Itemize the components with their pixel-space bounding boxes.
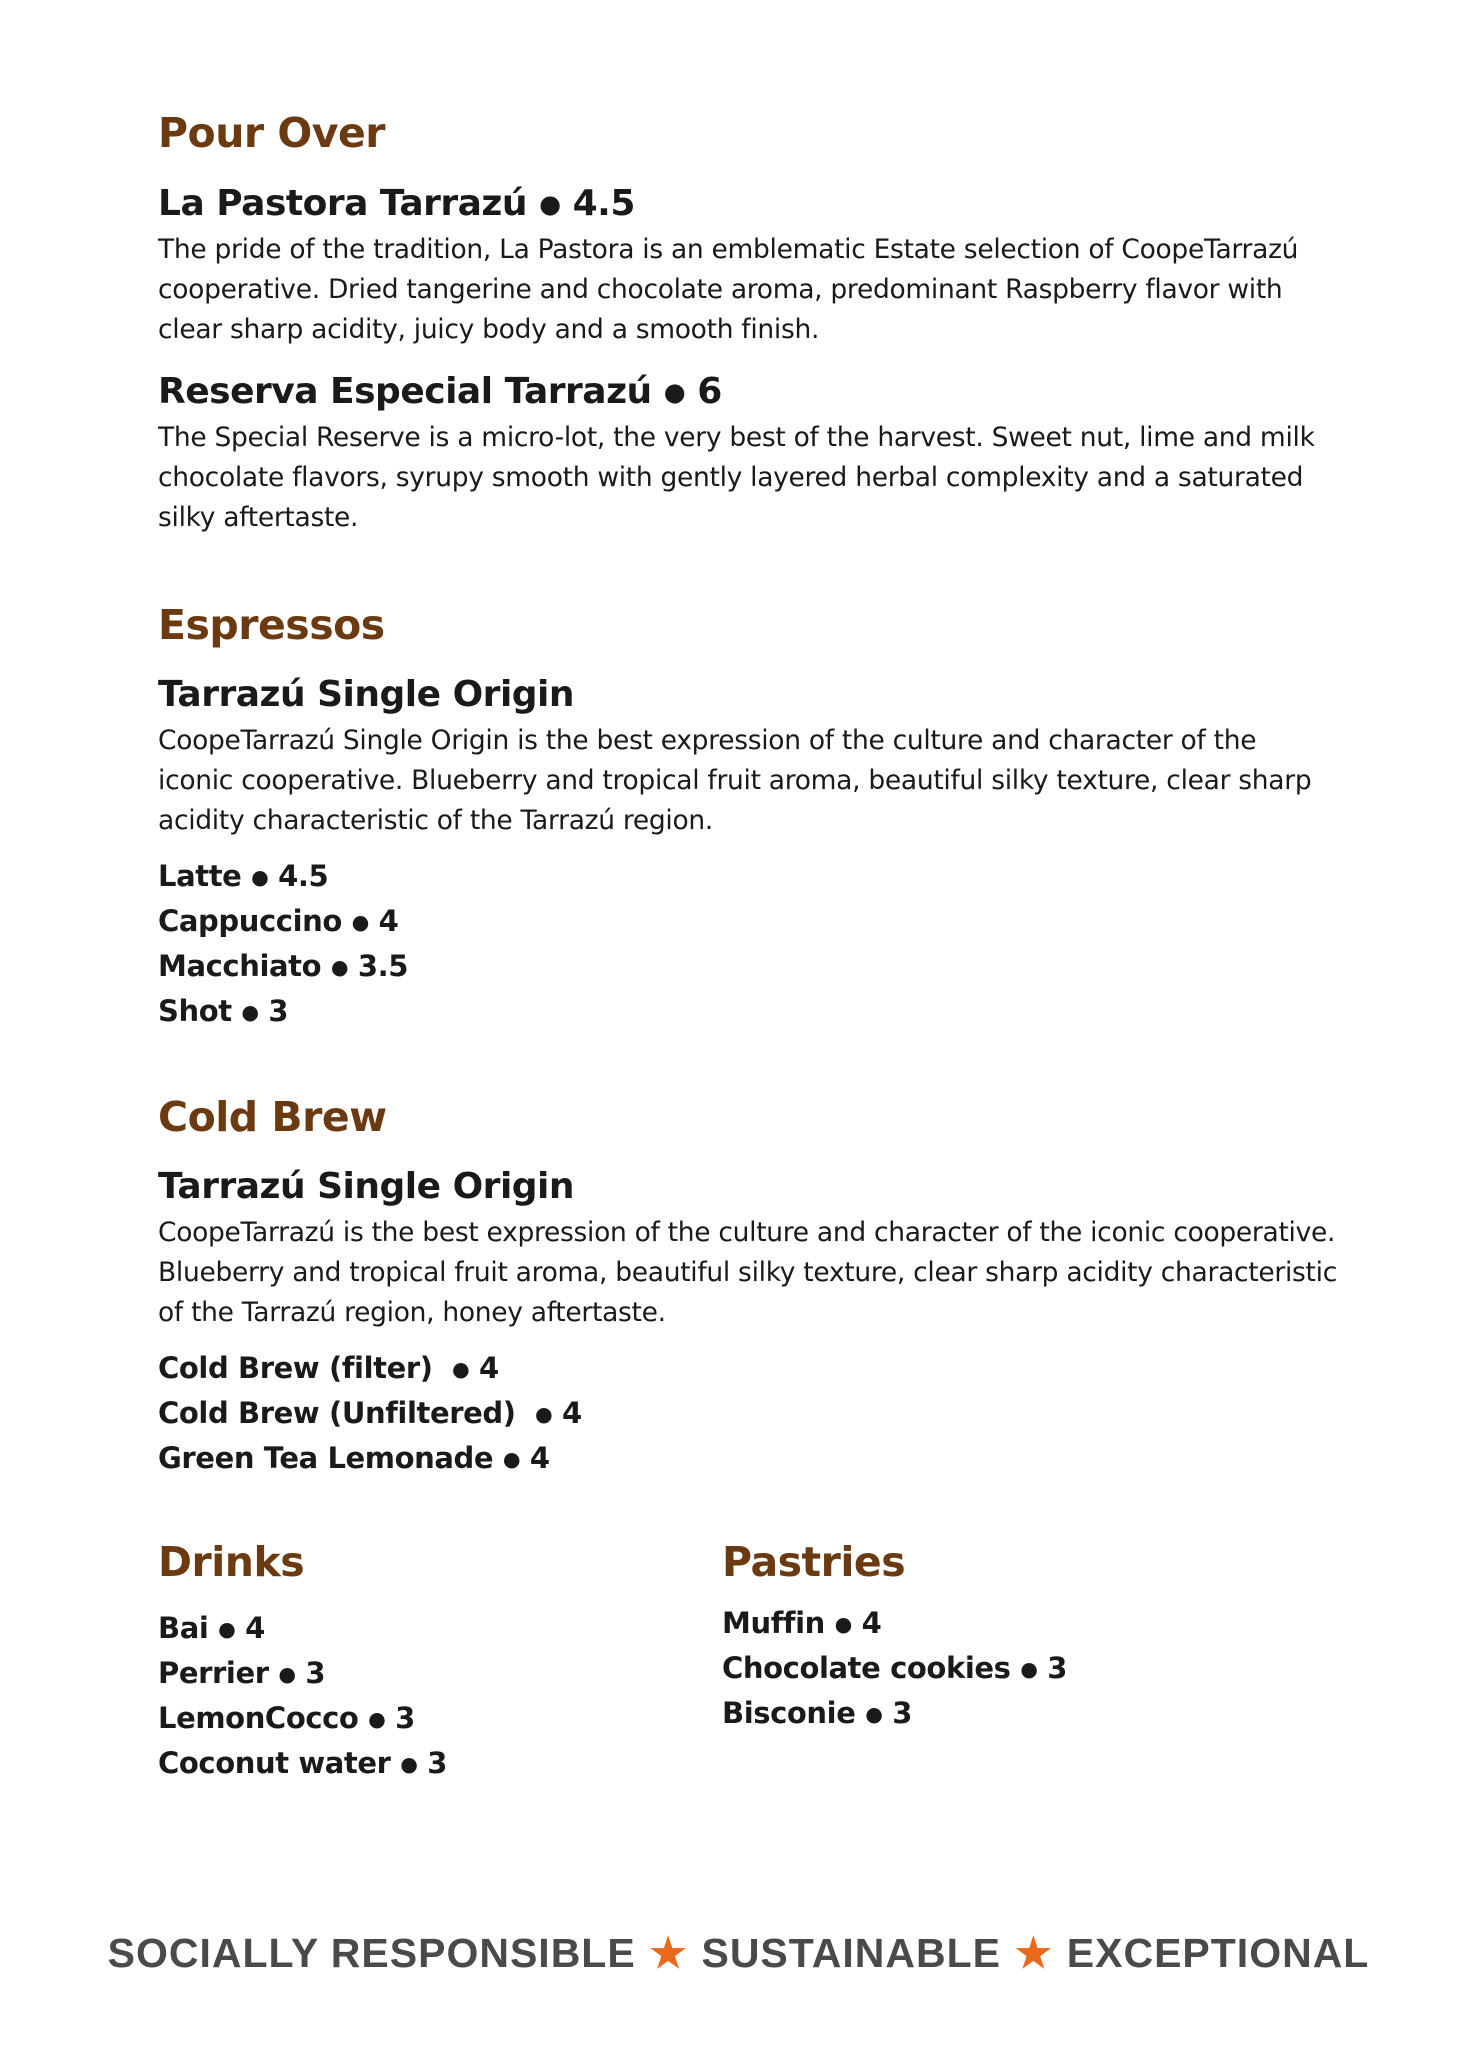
section-title-pour-over: Pour Over	[158, 109, 386, 157]
footer-tagline	[0, 1925, 1477, 1981]
tagline-part: SOCIALLY RESPONSIBLE	[107, 1930, 636, 1976]
bullet-icon: ●	[330, 954, 349, 979]
list-item: Muffin ● 4	[722, 1606, 882, 1640]
item-price: 4.5	[572, 183, 635, 224]
section-title-drinks: Drinks	[158, 1538, 305, 1586]
espresso-items-list	[158, 854, 408, 1034]
bullet-icon: ●	[251, 864, 269, 889]
cold-brew-items-list	[158, 1346, 582, 1481]
list-item: Perrier ● 3	[158, 1655, 326, 1690]
bullet-icon: ●	[218, 1616, 236, 1641]
list-item: Latte ● 4.5	[158, 859, 329, 893]
list-item: Cold Brew (filter) ● 4	[158, 1351, 499, 1385]
section-title-espressos: Espressos	[158, 601, 385, 649]
bullet-icon: ●	[351, 909, 369, 934]
bullet-icon: ●	[502, 1446, 521, 1471]
list-item: Bai ● 4	[158, 1611, 265, 1645]
item-name: Reserva Especial Tarrazú	[158, 371, 652, 412]
item-description-reserva-especial: The Special Reserve is a micro-lot, the very best of the harvest. Sweet nut, lime and milk chocolate flavors, syrupy smooth with gently layered herbal complexity and a saturated silky aftertaste.	[158, 422, 1315, 533]
bullet-icon: ●	[834, 1611, 852, 1636]
bullet-icon: ●	[1020, 1656, 1038, 1681]
bullet-icon: ●	[535, 1401, 553, 1426]
item-description-la-pastora: The pride of the tradition, La Pastora is an emblematic Estate selection of CoopeTarrazú cooperative. Dried tangerine and chocolate aroma, predominant Raspberry flavor with clear sharp acidity, juicy body and a smooth finish.	[158, 234, 1299, 345]
list-item: Coconut water ● 3	[158, 1745, 448, 1780]
section-title-pastries: Pastries	[722, 1538, 906, 1586]
origin-description-cold-brew: CoopeTarrazú is the best expression of the culture and character of the iconic cooperative. Blueberry and tropical fruit aroma, beautiful silky texture, clear sharp acidity characteristic of the Tarrazú region, honey aftertaste.	[158, 1217, 1337, 1328]
star-icon: ★	[649, 1930, 688, 1976]
pastries-items-list	[722, 1601, 1067, 1736]
list-item: Cold Brew (Unfiltered) ● 4	[158, 1395, 582, 1430]
bullet-icon: ●	[368, 1706, 386, 1731]
item-name: La Pastora Tarrazú	[158, 183, 528, 224]
origin-heading-espressos: Tarrazú Single Origin	[158, 674, 575, 715]
tagline-part: EXCEPTIONAL	[1066, 1930, 1370, 1976]
list-item: LemonCocco ● 3	[158, 1700, 415, 1735]
bullet-icon: ●	[539, 189, 561, 219]
list-item: Cappuccino ● 4	[158, 903, 399, 938]
drinks-items-list	[158, 1606, 447, 1786]
section-title-cold-brew: Cold Brew	[158, 1093, 387, 1141]
bullet-icon: ●	[400, 1751, 418, 1776]
tagline-part: SUSTAINABLE	[701, 1930, 1001, 1976]
item-heading-la-pastora	[158, 182, 635, 226]
item-heading-reserva-especial	[158, 370, 722, 414]
list-item: Shot ● 3	[158, 993, 289, 1028]
bullet-icon: ●	[663, 377, 686, 407]
list-item: Bisconie ● 3	[722, 1695, 912, 1730]
item-price: 6	[697, 371, 722, 412]
bullet-icon: ●	[865, 1701, 883, 1726]
list-item: Green Tea Lemonade ● 4	[158, 1440, 550, 1475]
origin-description-espressos: CoopeTarrazú Single Origin is the best expression of the culture and character of the iconic cooperative. Blueberry and tropical fruit aroma, beautiful silky texture, clear sharp acidity characteristic of the Tarrazú region.	[158, 725, 1312, 836]
bullet-icon: ●	[278, 1661, 296, 1686]
list-item: Chocolate cookies ● 3	[722, 1650, 1067, 1685]
star-icon: ★	[1015, 1930, 1053, 1976]
list-item: Macchiato ● 3.5	[158, 948, 409, 983]
bullet-icon: ●	[241, 999, 259, 1024]
bullet-icon: ●	[452, 1356, 470, 1381]
origin-heading-cold-brew: Tarrazú Single Origin	[158, 1166, 575, 1207]
